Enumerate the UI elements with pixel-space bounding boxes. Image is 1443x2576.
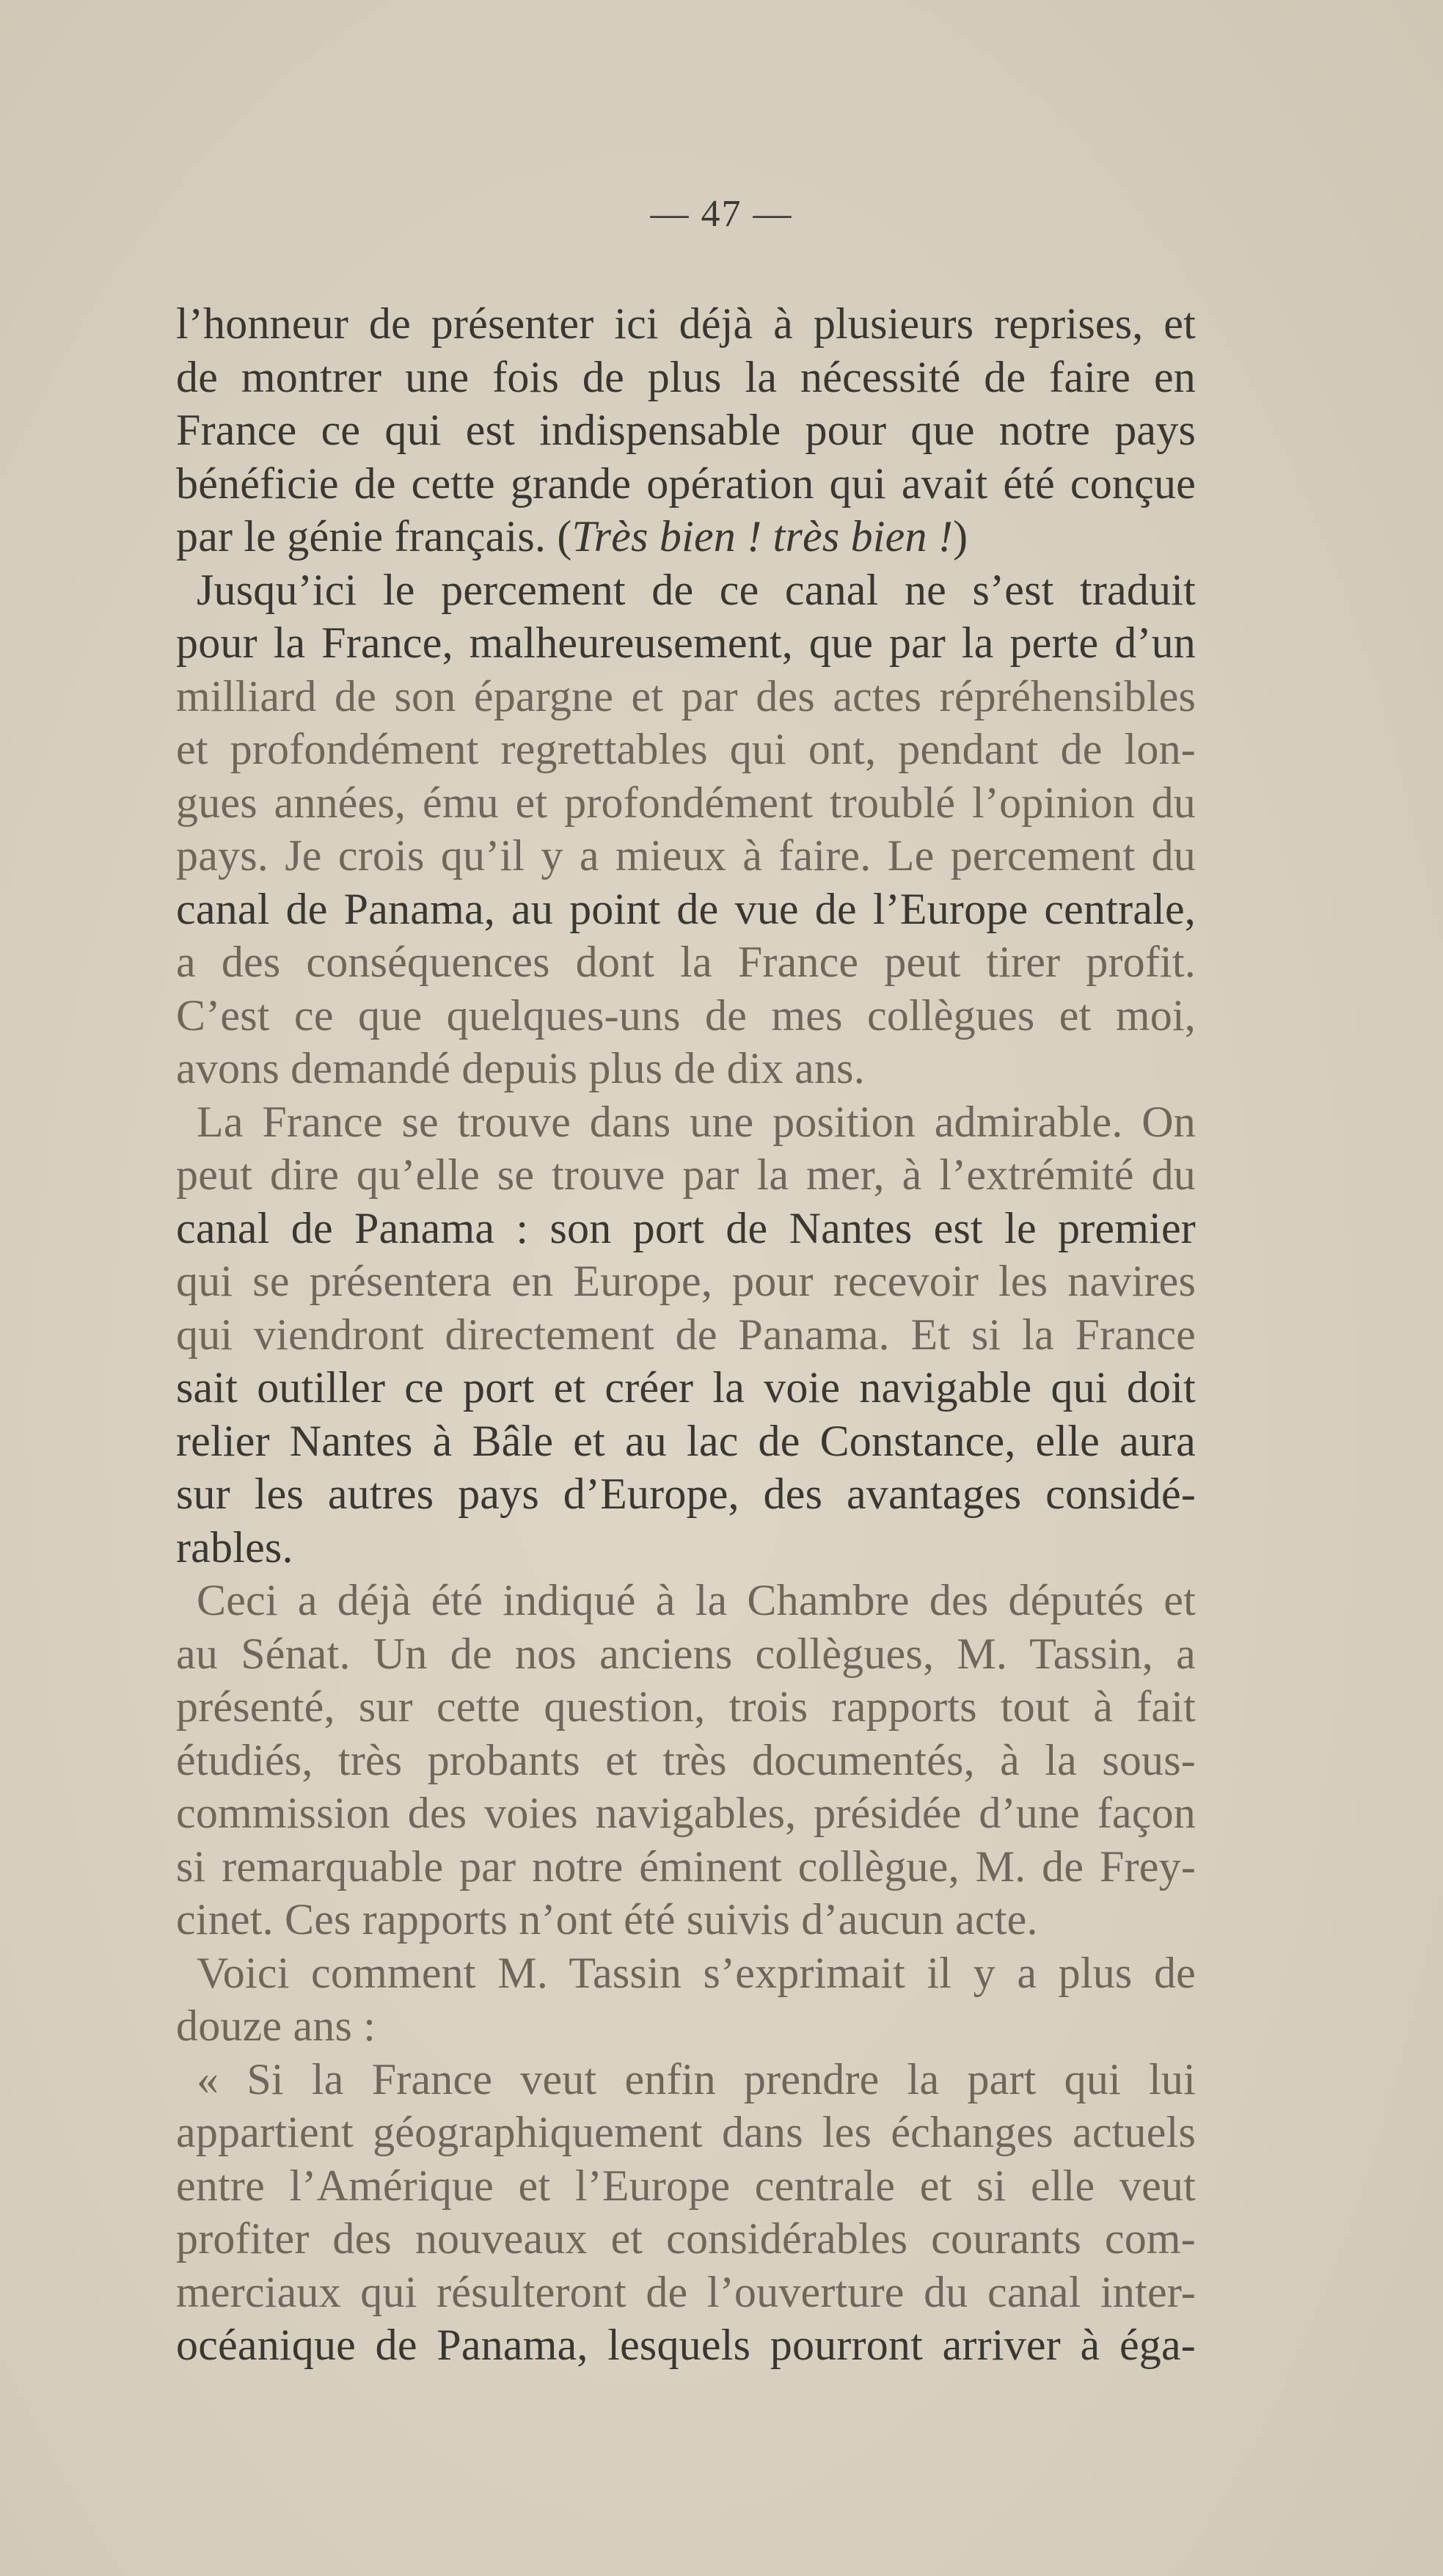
text-line: cinet. Ces rapports n’ont été suivis d’aucun acte. — [176, 1895, 1038, 1944]
text-line: milliard de son épargne et par des actes répréhensibles — [176, 671, 1196, 720]
text-line: avons demandé depuis plus de dix ans. — [176, 1044, 865, 1092]
text-line: profiter des nouveaux et considérables courants com- — [176, 2214, 1196, 2263]
text-line: qui se présentera en Europe, pour recevoir les navires — [176, 1257, 1196, 1305]
paragraph — [176, 1574, 1196, 1946]
text-line: au Sénat. Un de nos anciens collègues, M. Tassin, a — [176, 1629, 1196, 1678]
text-line: « Si la France veut enfin prendre la part qui lui — [197, 2054, 1196, 2104]
text-line: commission des voies navigables, présidée d’une façon — [176, 1789, 1196, 1837]
text-line: France ce qui est indispensable pour que notre pays — [176, 406, 1196, 454]
text-line: l’honneur de présenter ici déjà à plusieurs reprises, et — [176, 299, 1196, 348]
applause-note: Très bien ! très bien ! — [571, 512, 954, 561]
text-line: Ceci a déjà été indiqué à la Chambre des députés et — [197, 1576, 1196, 1624]
paragraph — [176, 1095, 1196, 1575]
text-line: si remarquable par notre éminent collègue, M. de Frey- — [176, 1842, 1196, 1891]
text-line: Jusqu’ici le percement de ce canal ne s’est traduit — [197, 565, 1196, 614]
text-line: douze ans : — [176, 2002, 376, 2050]
text-line: relier Nantes à Bâle et au lac de Constance, elle aura — [176, 1416, 1196, 1465]
text-line: La France se trouve dans une position admirable. On — [197, 1097, 1196, 1146]
paragraph — [176, 297, 1196, 563]
text-line: sur les autres pays d’Europe, des avantages considé- — [176, 1470, 1196, 1518]
paragraph — [176, 563, 1196, 1095]
text-line: canal de Panama : son port de Nantes est le premier — [176, 1203, 1196, 1252]
text-line: peut dire qu’elle se trouve par la mer, à l’extrémité du — [176, 1150, 1196, 1199]
text-line: gues années, ému et profondément troublé l’opinion du — [176, 778, 1196, 827]
page-number: — 47 — — [650, 193, 793, 235]
text-line: pour la France, malheureusement, que par la perte d’un — [176, 619, 1196, 667]
text-line: pays. Je crois qu’il y a mieux à faire. Le percement du — [176, 831, 1196, 880]
text-line: sait outiller ce port et créer la voie navigable qui doit — [176, 1363, 1196, 1412]
paragraph — [176, 2053, 1196, 2372]
text-line: Voici comment M. Tassin s’exprimait il y a plus de — [197, 1948, 1196, 1997]
text-line: présenté, sur cette question, trois rapports tout à fait — [176, 1682, 1196, 1731]
text-line: a des conséquences dont la France peut tirer profit. — [176, 938, 1196, 986]
text-line: océanique de Panama, lesquels pourront arriver à éga- — [176, 2321, 1196, 2369]
text-line: C’est ce que quelques-uns de mes collègues et moi, — [176, 990, 1196, 1040]
body-text — [176, 297, 1196, 2372]
text-line: qui viendront directement de Panama. Et si la France — [176, 1310, 1196, 1359]
text-fragment: ) — [953, 512, 968, 561]
text-line — [176, 510, 1196, 563]
text-line: appartient géographiquement dans les échanges actuels — [176, 2108, 1196, 2156]
paragraph — [176, 1946, 1196, 2053]
text-fragment: par le génie français. ( — [176, 512, 572, 561]
text-line: canal de Panama, au point de vue de l’Europe centrale, — [176, 884, 1196, 933]
text-line: bénéficie de cette grande opération qui avait été conçue — [176, 459, 1196, 508]
text-line: de montrer une fois de plus la nécessité de faire en — [176, 352, 1196, 401]
text-line: entre l’Amérique et l’Europe centrale et si elle veut — [176, 2161, 1196, 2210]
text-line: rables. — [176, 1522, 293, 1572]
text-line: étudiés, très probants et très documentés, à la sous- — [176, 1735, 1196, 1784]
text-line: merciaux qui résulteront de l’ouverture du canal inter- — [176, 2267, 1196, 2316]
text-line: et profondément regrettables qui ont, pendant de lon- — [176, 725, 1196, 773]
